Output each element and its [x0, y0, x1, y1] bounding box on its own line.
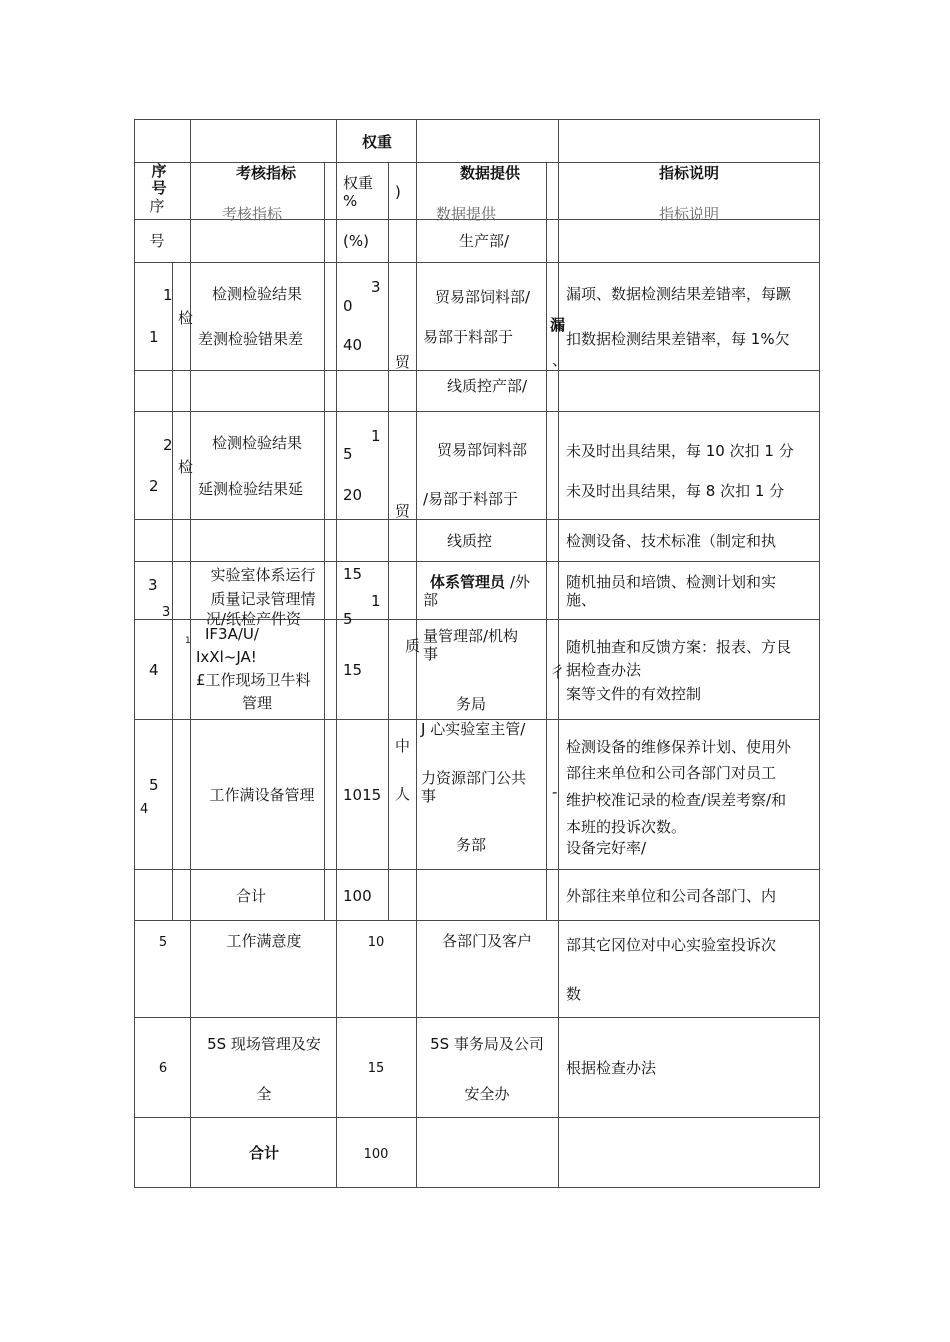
description-text: 扣数据检测结果差错率，每 1%欠	[566, 330, 790, 348]
provider-text: 5S 事务局及公司	[430, 1035, 544, 1053]
description-text: 部往来单位和公司各部门对员工	[566, 764, 777, 782]
table-border-right	[819, 119, 820, 1187]
indicator-text: 检测检验结果	[211, 285, 303, 303]
description-text: 维护校准记录的检查/误差考察/和	[566, 791, 787, 809]
seq-header: 序	[151, 162, 167, 180]
weight-value: 20	[343, 486, 363, 504]
weight-value: 15	[367, 1061, 385, 1076]
description-text: 案等文件的有效控制	[566, 685, 702, 703]
description-text: 随机抽员和培馈、检测计划和实	[566, 573, 777, 591]
provider-text: 事	[423, 645, 439, 663]
total-weight: 100	[363, 1147, 389, 1162]
description-text: 未及时出具结果，每 8 次扣 1 分	[566, 482, 785, 500]
provider-header-faint: 数据提供	[435, 205, 497, 223]
row-rule	[134, 869, 820, 870]
column-rule	[336, 119, 337, 1187]
description-header-faint: 指标说明	[658, 205, 720, 223]
provider-header: 数据提供	[459, 164, 521, 182]
indicator-text: 管理	[241, 694, 273, 712]
header-rule	[134, 162, 820, 163]
indicator-text: 质量记录管理情	[210, 590, 316, 608]
weight-value: 1	[371, 427, 381, 445]
provider-text: 部	[423, 591, 439, 609]
weight-value: 1015	[343, 786, 382, 804]
row-number: 6	[158, 1061, 168, 1076]
row-number: 2	[163, 436, 173, 454]
description-text: 检测设备的维修保养计划、使用外	[566, 738, 792, 756]
sub-column-rule	[546, 162, 547, 920]
row-number: 2	[149, 477, 159, 495]
description-text: 检测设备、技术标准（制定和执	[566, 532, 777, 550]
indicator-header-faint: 考核指标	[221, 205, 283, 223]
provider-side-char: 人	[395, 785, 411, 803]
weight-value: 10	[367, 935, 385, 950]
provider-text: 易部于料部于	[423, 328, 514, 346]
subtotal-label: 合计	[235, 887, 267, 905]
weight-value: 5	[343, 610, 353, 628]
description-text: 随机抽查和反馈方案：报表、方艮	[566, 638, 792, 656]
weight-value: 0	[343, 297, 353, 315]
provider-production: 生产部/	[459, 232, 510, 250]
provider-side-char: 贸	[395, 502, 411, 520]
row-number: 3	[162, 605, 171, 620]
weight-header-pct: %	[343, 192, 358, 210]
side-mark: 、	[552, 351, 568, 369]
provider-text: 量管理部/机构	[423, 627, 519, 645]
provider-bold: 体系管理员	[430, 573, 506, 591]
description-text: 未及时出具结果，每 10 次扣 1 分	[566, 442, 794, 460]
indicator-text: 差测检验错果差	[198, 330, 304, 348]
table-border-bottom	[134, 1187, 820, 1188]
description-text: 数	[566, 985, 582, 1003]
weight-header-paren: )	[395, 183, 401, 201]
side-mark: -	[552, 783, 558, 801]
provider-text: 务部	[456, 836, 487, 854]
row-rule	[134, 370, 820, 371]
table-border-left	[134, 119, 135, 1187]
row-rule	[134, 1017, 820, 1018]
seq-header: 序	[149, 197, 165, 215]
row-side-char: 检	[178, 309, 194, 327]
provider-text: 各部门及客户	[441, 932, 533, 950]
indicator-text: IxXl~JA!	[196, 648, 257, 666]
description-text: 施、	[566, 591, 597, 609]
weight-value: 3	[371, 278, 381, 296]
description-text: 本班的投诉次数。	[566, 818, 687, 836]
indicator-text: 况/纸检产件资	[206, 610, 302, 628]
indicator-text: 工作满意度	[226, 932, 302, 950]
weight-value: 40	[343, 336, 363, 354]
row-number: 4	[140, 802, 149, 817]
seq-header: 号	[149, 232, 165, 250]
provider-text: 线质控	[447, 532, 493, 550]
provider-text: J 心实验室主管/	[421, 720, 526, 738]
indicator-text: 实验室体系运行	[210, 566, 316, 584]
row-number: 5	[149, 776, 159, 794]
provider-text: /外	[510, 573, 531, 591]
row-number: 1	[149, 328, 159, 346]
clipped-cell	[336, 610, 388, 628]
sub-column-rule	[388, 162, 389, 920]
indicator-text: 5S 现场管理及安	[207, 1035, 321, 1053]
provider-side-char: 贸	[395, 353, 411, 371]
indicator-text: 检测检验结果	[211, 434, 303, 452]
table-border-top	[134, 119, 820, 120]
indicator-text: 延测检验结果延	[198, 480, 304, 498]
description-text: 外部往来单位和公司各部门、内	[566, 887, 777, 905]
header-rule	[134, 262, 820, 263]
weight-unit: (%)	[343, 232, 369, 250]
row-number: 3	[148, 576, 158, 594]
description-header: 指标说明	[658, 164, 720, 182]
row-number: 5	[158, 935, 168, 950]
indicator-text: 全	[256, 1085, 272, 1103]
column-rule	[190, 119, 191, 1187]
description-text: 根据检查办法	[566, 1059, 657, 1077]
provider-text: /易部于料部于	[423, 490, 519, 508]
provider-text: 贸易部饲料部	[437, 441, 528, 459]
weight-title: 权重	[361, 133, 393, 151]
side-mark: 彳	[550, 663, 566, 681]
provider-text: 安全办	[464, 1085, 510, 1103]
weight-header: 权重	[343, 174, 374, 192]
sub-column-rule	[172, 262, 173, 920]
provider-side-char: 质	[405, 637, 421, 655]
weight-value: 15	[343, 661, 363, 679]
row-rule	[134, 411, 820, 412]
description-text: 漏项、数据检测结果差错率，每蹶	[566, 285, 792, 303]
row-rule	[134, 561, 820, 562]
description-text: 部其它冈位对中心实验室投诉次	[566, 936, 777, 954]
provider-text: 力资源部门公共	[421, 769, 527, 787]
indicator-text: £工作现场卫牛料	[196, 671, 311, 689]
weight-value: 15	[343, 565, 363, 583]
row-rule	[134, 920, 820, 921]
indicator-header: 考核指标	[235, 164, 297, 182]
sub-column-rule	[324, 162, 325, 920]
provider-text: 贸易部饲料部/	[435, 288, 531, 306]
row-number: 1	[163, 286, 173, 304]
total-label: 合计	[248, 1144, 280, 1162]
description-text: 据检查办法	[566, 661, 642, 679]
row-rule	[134, 519, 820, 520]
clipped-cell	[200, 610, 324, 628]
row-mark: 1	[185, 636, 191, 646]
side-mark: 漏	[550, 316, 566, 334]
row-rule	[134, 1117, 820, 1118]
indicator-text: IF3A/U/	[205, 625, 259, 643]
provider-text: 线质控产部/	[447, 377, 528, 395]
weight-value: 1	[371, 592, 381, 610]
row-number: 4	[149, 661, 159, 679]
provider-side-char: 中	[395, 737, 411, 755]
subtotal-weight: 100	[343, 887, 372, 905]
provider-text: 事	[421, 787, 437, 805]
description-text: 设备完好率/	[566, 839, 647, 857]
indicator-text: 工作满设备管理	[209, 786, 315, 804]
column-rule	[558, 119, 559, 1187]
provider-text: 务局	[456, 695, 487, 713]
seq-header: 号	[151, 179, 167, 197]
weight-value: 5	[343, 445, 353, 463]
row-side-char: 检	[178, 458, 194, 476]
